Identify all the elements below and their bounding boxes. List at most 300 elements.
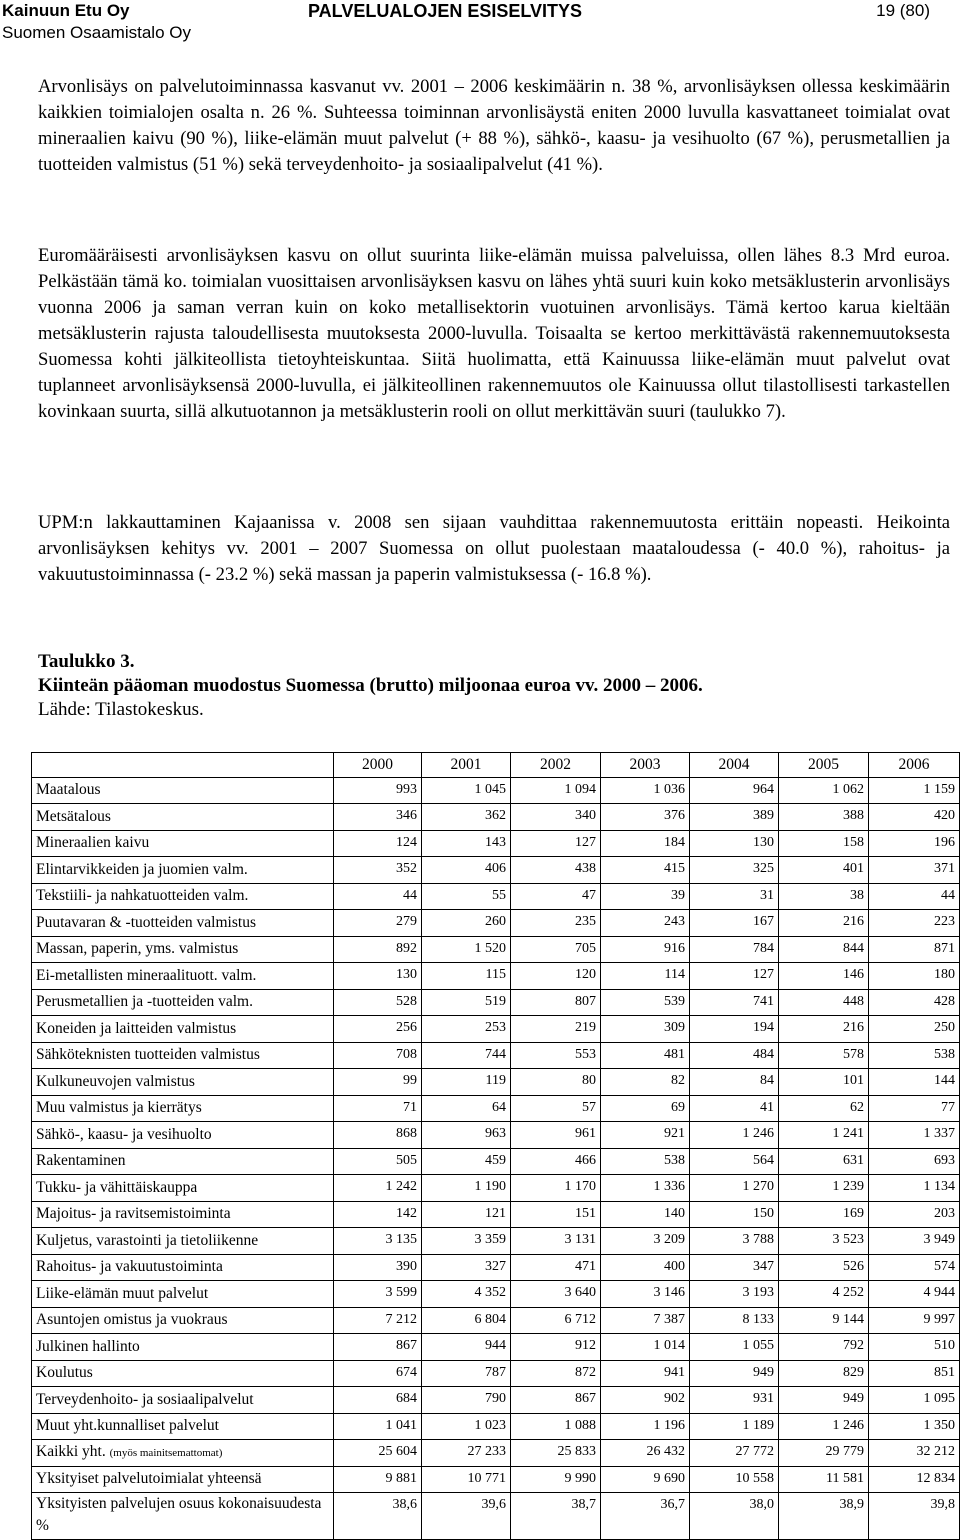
row-label: [32, 989, 334, 1016]
value-cell: 1 239: [779, 1175, 869, 1202]
row-label: [32, 1148, 334, 1175]
year-header: 2004: [690, 753, 779, 778]
value-cell: 1 095: [869, 1387, 960, 1414]
value-cell: 55: [422, 883, 511, 910]
value-cell: 340: [511, 804, 601, 831]
value-cell: 41: [690, 1095, 779, 1122]
row-label: [32, 1095, 334, 1122]
row-label: [32, 1122, 334, 1149]
value-cell: 519: [422, 989, 511, 1016]
value-cell: 564: [690, 1148, 779, 1175]
value-cell: 362: [422, 804, 511, 831]
value-cell: 631: [779, 1148, 869, 1175]
value-cell: 526: [779, 1254, 869, 1281]
value-cell: 705: [511, 936, 601, 963]
year-header: 2005: [779, 753, 869, 778]
value-cell: 279: [334, 910, 422, 937]
row-label-text: Puutavaran & -tuotteiden valmistus: [36, 913, 256, 931]
row-label: [32, 1466, 334, 1493]
table-header-row: [32, 753, 960, 778]
table-caption: [38, 650, 950, 722]
value-cell: 428: [869, 989, 960, 1016]
value-cell: 130: [690, 830, 779, 857]
value-cell: 964: [690, 777, 779, 804]
row-label-text: Liike-elämän muut palvelut: [36, 1284, 209, 1302]
value-cell: 693: [869, 1148, 960, 1175]
value-cell: 203: [869, 1201, 960, 1228]
value-cell: 1 189: [690, 1413, 779, 1440]
value-cell: 325: [690, 857, 779, 884]
row-label-text: Elintarvikkeiden ja juomien valm.: [36, 860, 248, 878]
value-cell: 127: [511, 830, 601, 857]
value-cell: 1 246: [779, 1413, 869, 1440]
value-cell: 6 804: [422, 1307, 511, 1334]
value-cell: 505: [334, 1148, 422, 1175]
row-label-text: Tekstiili- ja nahkatuotteiden valm.: [36, 887, 249, 905]
row-label-text: Kaikki yht.: [36, 1443, 106, 1461]
value-cell: 1 062: [779, 777, 869, 804]
table-row: [32, 857, 960, 884]
value-cell: 180: [869, 963, 960, 990]
value-cell: 510: [869, 1334, 960, 1361]
value-cell: 3 949: [869, 1228, 960, 1255]
value-cell: 674: [334, 1360, 422, 1387]
value-cell: 3 135: [334, 1228, 422, 1255]
value-cell: 961: [511, 1122, 601, 1149]
table-row: [32, 1281, 960, 1308]
value-cell: 82: [601, 1069, 690, 1096]
value-cell: 1 196: [601, 1413, 690, 1440]
paragraph-1: Arvonlisäys on palvelutoiminnassa kasvanut vv. 2001 – 2006 keskimäärin n. 38 %, arvonlisäyksen ollessa keskimäärin kaikkien toimialojen osalta n. 26 %. Suhteessa toiminnan arvonlisäystä eniten 2000 luvulla kasvattaneet toimialat ovat mineraalien kaivu (90 %), liike-elämän muut palvelut (+ 88 %), sähkö-, kaasu- ja vesihuolto (67 %), perusmetallien ja tuotteiden valmistus (51 %) sekä terveydenhoito- ja sosiaalipalvelut (41 %).: [38, 76, 950, 175]
value-cell: 1 246: [690, 1122, 779, 1149]
row-label-text: Muut yht.kunnalliset palvelut: [36, 1417, 219, 1435]
value-cell: 99: [334, 1069, 422, 1096]
row-label-text: Maatalous: [36, 781, 101, 799]
value-cell: 401: [779, 857, 869, 884]
value-cell: 867: [511, 1387, 601, 1414]
row-label: [32, 1307, 334, 1334]
table-row: [32, 910, 960, 937]
row-label-text: Ei-metallisten mineraalituott. valm.: [36, 966, 257, 984]
value-cell: 10 558: [690, 1466, 779, 1493]
value-cell: 36,7: [601, 1493, 690, 1540]
value-cell: 124: [334, 830, 422, 857]
value-cell: 371: [869, 857, 960, 884]
value-cell: 931: [690, 1387, 779, 1414]
value-cell: 167: [690, 910, 779, 937]
row-label-text: Koulutus: [36, 1364, 93, 1382]
value-cell: 1 242: [334, 1175, 422, 1202]
value-cell: 1 041: [334, 1413, 422, 1440]
row-label: [32, 883, 334, 910]
value-cell: 844: [779, 936, 869, 963]
table-source: Lähde: Tilastokeskus.: [38, 699, 204, 720]
table-row: [32, 1466, 960, 1493]
value-cell: 3 359: [422, 1228, 511, 1255]
value-cell: 27 772: [690, 1440, 779, 1467]
row-label-text: Kulkuneuvojen valmistus: [36, 1072, 195, 1090]
value-cell: 3 209: [601, 1228, 690, 1255]
table-row: [32, 1307, 960, 1334]
row-label: [32, 910, 334, 937]
table-row: [32, 1095, 960, 1122]
value-cell: 916: [601, 936, 690, 963]
value-cell: 744: [422, 1042, 511, 1069]
value-cell: 253: [422, 1016, 511, 1043]
value-cell: 10 771: [422, 1466, 511, 1493]
year-header: 2001: [422, 753, 511, 778]
value-cell: 1 336: [601, 1175, 690, 1202]
value-cell: 481: [601, 1042, 690, 1069]
value-cell: 790: [422, 1387, 511, 1414]
row-label: [32, 1387, 334, 1414]
table-row: [32, 1254, 960, 1281]
value-cell: 7 387: [601, 1307, 690, 1334]
value-cell: 1 094: [511, 777, 601, 804]
value-cell: 44: [334, 883, 422, 910]
value-cell: 807: [511, 989, 601, 1016]
table-row: [32, 1122, 960, 1149]
value-cell: 143: [422, 830, 511, 857]
row-label-text: Sähköteknisten tuotteiden valmistus: [36, 1046, 260, 1064]
value-cell: 47: [511, 883, 601, 910]
value-cell: 9 144: [779, 1307, 869, 1334]
value-cell: 578: [779, 1042, 869, 1069]
value-cell: 471: [511, 1254, 601, 1281]
row-label-text: Sähkö-, kaasu- ja vesihuolto: [36, 1125, 212, 1143]
value-cell: 44: [869, 883, 960, 910]
value-cell: 235: [511, 910, 601, 937]
value-cell: 121: [422, 1201, 511, 1228]
row-label: [32, 830, 334, 857]
value-cell: 39: [601, 883, 690, 910]
value-cell: 415: [601, 857, 690, 884]
value-cell: 1 350: [869, 1413, 960, 1440]
row-label: [32, 1440, 334, 1467]
value-cell: 184: [601, 830, 690, 857]
value-cell: 3 131: [511, 1228, 601, 1255]
table-row: [32, 830, 960, 857]
row-label-text: Rakentaminen: [36, 1152, 126, 1170]
value-cell: 64: [422, 1095, 511, 1122]
row-label: [32, 857, 334, 884]
row-label-note: (myös mainitsemattomat): [109, 1447, 223, 1460]
value-cell: 902: [601, 1387, 690, 1414]
value-cell: 169: [779, 1201, 869, 1228]
row-label-text: Koneiden ja laitteiden valmistus: [36, 1019, 237, 1037]
value-cell: 25 604: [334, 1440, 422, 1467]
value-cell: 39,8: [869, 1493, 960, 1540]
value-cell: 327: [422, 1254, 511, 1281]
value-cell: 216: [779, 910, 869, 937]
value-cell: 448: [779, 989, 869, 1016]
page-number: 19 (80): [876, 1, 930, 20]
row-label: [32, 936, 334, 963]
value-cell: 4 352: [422, 1281, 511, 1308]
value-cell: 11 581: [779, 1466, 869, 1493]
value-cell: 389: [690, 804, 779, 831]
value-cell: 9 690: [601, 1466, 690, 1493]
value-cell: 459: [422, 1148, 511, 1175]
value-cell: 9 881: [334, 1466, 422, 1493]
row-label-text: Asuntojen omistus ja vuokraus: [36, 1311, 228, 1329]
value-cell: 388: [779, 804, 869, 831]
table-row: [32, 1493, 960, 1540]
org-name: Suomen Osaamistalo Oy: [2, 23, 191, 42]
value-cell: 1 014: [601, 1334, 690, 1361]
value-cell: 466: [511, 1148, 601, 1175]
row-label: [32, 963, 334, 990]
row-label: [32, 1228, 334, 1255]
value-cell: 216: [779, 1016, 869, 1043]
value-cell: 31: [690, 883, 779, 910]
value-cell: 963: [422, 1122, 511, 1149]
value-cell: 741: [690, 989, 779, 1016]
year-header: 2006: [869, 753, 960, 778]
row-label: [32, 1360, 334, 1387]
value-cell: 3 193: [690, 1281, 779, 1308]
year-header: 2000: [334, 753, 422, 778]
table-row: [32, 1387, 960, 1414]
year-header: 2003: [601, 753, 690, 778]
value-cell: 3 788: [690, 1228, 779, 1255]
value-cell: 38: [779, 883, 869, 910]
value-cell: 538: [601, 1148, 690, 1175]
value-cell: 684: [334, 1387, 422, 1414]
value-cell: 9 990: [511, 1466, 601, 1493]
row-label-text: Julkinen hallinto: [36, 1337, 140, 1355]
row-label-text: Tukku- ja vähittäiskauppa: [36, 1178, 198, 1196]
value-cell: 150: [690, 1201, 779, 1228]
value-cell: 944: [422, 1334, 511, 1361]
table-row: [32, 1069, 960, 1096]
value-cell: 243: [601, 910, 690, 937]
value-cell: 4 252: [779, 1281, 869, 1308]
document-title: PALVELUALOJEN ESISELVITYS: [308, 1, 583, 21]
row-label: [32, 1016, 334, 1043]
value-cell: 829: [779, 1360, 869, 1387]
row-label-text: Yksityisten palvelujen osuus kokonaisuudesta %: [36, 1495, 322, 1534]
value-cell: 309: [601, 1016, 690, 1043]
table-row: [32, 1042, 960, 1069]
value-cell: 867: [334, 1334, 422, 1361]
value-cell: 77: [869, 1095, 960, 1122]
value-cell: 69: [601, 1095, 690, 1122]
value-cell: 144: [869, 1069, 960, 1096]
value-cell: 376: [601, 804, 690, 831]
table-row: [32, 989, 960, 1016]
value-cell: 574: [869, 1254, 960, 1281]
value-cell: 1 055: [690, 1334, 779, 1361]
row-label-text: Yksityiset palvelutoimialat yhteensä: [36, 1470, 262, 1488]
value-cell: 538: [869, 1042, 960, 1069]
row-label: [32, 1175, 334, 1202]
value-cell: 32 212: [869, 1440, 960, 1467]
value-cell: 219: [511, 1016, 601, 1043]
value-cell: 1 036: [601, 777, 690, 804]
row-label: [32, 804, 334, 831]
value-cell: 194: [690, 1016, 779, 1043]
row-label: [32, 1201, 334, 1228]
table-row: [32, 1334, 960, 1361]
value-cell: 115: [422, 963, 511, 990]
row-label-text: Massan, paperin, yms. valmistus: [36, 940, 239, 958]
value-cell: 119: [422, 1069, 511, 1096]
value-cell: 38,0: [690, 1493, 779, 1540]
value-cell: 1 241: [779, 1122, 869, 1149]
value-cell: 1 134: [869, 1175, 960, 1202]
header-left: [2, 0, 191, 44]
row-label-text: Terveydenhoito- ja sosiaalipalvelut: [36, 1390, 254, 1408]
value-cell: 949: [690, 1360, 779, 1387]
header-corner-cell: [32, 753, 334, 778]
value-cell: 784: [690, 936, 779, 963]
value-cell: 260: [422, 910, 511, 937]
value-cell: 1 045: [422, 777, 511, 804]
paragraph-3: UPM:n lakkauttaminen Kajaanissa v. 2008 sen sijaan vauhdittaa rakennemuutosta erittäin nopeasti. Heikointa arvonlisäyksen kehitys vv. 2001 – 2007 Suomessa on ollut puolestaan maataloudessa (- 40.0 %), rahoitus- ja vakuutustoiminnassa (- 23.2 %) sekä massan ja paperin valmistuksessa (- 16.8 %).: [38, 512, 950, 585]
value-cell: 223: [869, 910, 960, 937]
value-cell: 1 023: [422, 1413, 511, 1440]
value-cell: 80: [511, 1069, 601, 1096]
value-cell: 142: [334, 1201, 422, 1228]
table-row: [32, 777, 960, 804]
table-row: [32, 1360, 960, 1387]
value-cell: 1 520: [422, 936, 511, 963]
data-table: [31, 752, 960, 1540]
value-cell: 6 712: [511, 1307, 601, 1334]
value-cell: 438: [511, 857, 601, 884]
value-cell: 26 432: [601, 1440, 690, 1467]
row-label: [32, 1042, 334, 1069]
value-cell: 62: [779, 1095, 869, 1122]
value-cell: 250: [869, 1016, 960, 1043]
value-cell: 158: [779, 830, 869, 857]
row-label-text: Perusmetallien ja -tuotteiden valm.: [36, 993, 253, 1011]
value-cell: 38,6: [334, 1493, 422, 1540]
table-row: [32, 1175, 960, 1202]
row-label: [32, 1281, 334, 1308]
value-cell: 25 833: [511, 1440, 601, 1467]
value-cell: 921: [601, 1122, 690, 1149]
table-row: [32, 1228, 960, 1255]
row-label: [32, 1069, 334, 1096]
value-cell: 941: [601, 1360, 690, 1387]
value-cell: 38,7: [511, 1493, 601, 1540]
row-label: [32, 1493, 334, 1540]
value-cell: 3 523: [779, 1228, 869, 1255]
value-cell: 3 146: [601, 1281, 690, 1308]
value-cell: 528: [334, 989, 422, 1016]
value-cell: 130: [334, 963, 422, 990]
value-cell: 256: [334, 1016, 422, 1043]
row-label-text: Muu valmistus ja kierrätys: [36, 1099, 202, 1117]
row-label-text: Kuljetus, varastointi ja tietoliikenne: [36, 1231, 259, 1249]
value-cell: 101: [779, 1069, 869, 1096]
value-cell: 27 233: [422, 1440, 511, 1467]
row-label-text: Metsätalous: [36, 807, 111, 825]
row-label: [32, 777, 334, 804]
value-cell: 892: [334, 936, 422, 963]
row-label: [32, 1254, 334, 1281]
table-row: [32, 1148, 960, 1175]
value-cell: 539: [601, 989, 690, 1016]
value-cell: 787: [422, 1360, 511, 1387]
value-cell: 57: [511, 1095, 601, 1122]
value-cell: 1 337: [869, 1122, 960, 1149]
value-cell: 196: [869, 830, 960, 857]
value-cell: 484: [690, 1042, 779, 1069]
value-cell: 868: [334, 1122, 422, 1149]
value-cell: 912: [511, 1334, 601, 1361]
value-cell: 3 640: [511, 1281, 601, 1308]
value-cell: 1 159: [869, 777, 960, 804]
row-label-text: Mineraalien kaivu: [36, 834, 150, 852]
value-cell: 1 170: [511, 1175, 601, 1202]
value-cell: 352: [334, 857, 422, 884]
value-cell: 84: [690, 1069, 779, 1096]
value-cell: 38,9: [779, 1493, 869, 1540]
value-cell: 406: [422, 857, 511, 884]
value-cell: 792: [779, 1334, 869, 1361]
table-row: [32, 883, 960, 910]
row-label-text: Rahoitus- ja vakuutustoiminta: [36, 1258, 223, 1276]
value-cell: 871: [869, 936, 960, 963]
value-cell: 4 944: [869, 1281, 960, 1308]
value-cell: 872: [511, 1360, 601, 1387]
value-cell: 7 212: [334, 1307, 422, 1334]
value-cell: 71: [334, 1095, 422, 1122]
row-label-text: Majoitus- ja ravitsemistoiminta: [36, 1205, 231, 1223]
value-cell: 708: [334, 1042, 422, 1069]
value-cell: 3 599: [334, 1281, 422, 1308]
table-body: [32, 777, 960, 1540]
table-row: [32, 1440, 960, 1467]
value-cell: 127: [690, 963, 779, 990]
value-cell: 39,6: [422, 1493, 511, 1540]
value-cell: 1 088: [511, 1413, 601, 1440]
table-row: [32, 1016, 960, 1043]
value-cell: 1 190: [422, 1175, 511, 1202]
row-label: [32, 1413, 334, 1440]
value-cell: 9 997: [869, 1307, 960, 1334]
value-cell: 1 270: [690, 1175, 779, 1202]
value-cell: 347: [690, 1254, 779, 1281]
value-cell: 114: [601, 963, 690, 990]
value-cell: 12 834: [869, 1466, 960, 1493]
value-cell: 146: [779, 963, 869, 990]
table-title: Kiinteän pääoman muodostus Suomessa (brutto) miljoonaa euroa vv. 2000 – 2006.: [38, 675, 703, 696]
value-cell: 851: [869, 1360, 960, 1387]
company-name: Kainuun Etu Oy: [2, 1, 130, 20]
row-label: [32, 1334, 334, 1361]
value-cell: 949: [779, 1387, 869, 1414]
value-cell: 390: [334, 1254, 422, 1281]
value-cell: 140: [601, 1201, 690, 1228]
paragraph-2: Euromääräisesti arvonlisäyksen kasvu on ollut suurinta liike-elämän muissa palveluissa, ollen lähes 8.3 Mrd euroa. Pelkästään tämä ko. toimialan vuosittaisen arvonlisäyksen kasvu on lähes yhtä suuri kuin koko metsäklusterin arvonlisäys vuonna 2006 ja saman verran kuin on koko metallisektorin vuotuinen arvonlisäys. Tämä kertoo karua kieltään metsäklusterin rajusta taloudellisesta muutoksesta 2000-luvulla. Toisaalta se kertoo merkittävästä rakennemuutoksesta Suomessa kohti jälkiteollista tietoyhteiskuntaa. Siitä huolimatta, että Kainuussa liike-elämän muut palvelut ovat tuplanneet arvonlisäyksensä 2000-luvulla, ei jälkiteollinen rakennemuutos ole Kainuussa ollut tilastollisesti tarkastellen kovinkaan suurta, sillä alkutuotannon ja metsäklusterin rooli on ollut merkittävän suuri (taulukko 7).: [38, 245, 950, 422]
table-row: [32, 804, 960, 831]
value-cell: 553: [511, 1042, 601, 1069]
value-cell: 993: [334, 777, 422, 804]
value-cell: 8 133: [690, 1307, 779, 1334]
table-label: Taulukko 3.: [38, 651, 135, 672]
value-cell: 400: [601, 1254, 690, 1281]
value-cell: 346: [334, 804, 422, 831]
table-row: [32, 1201, 960, 1228]
table-row: [32, 963, 960, 990]
value-cell: 420: [869, 804, 960, 831]
value-cell: 120: [511, 963, 601, 990]
table-row: [32, 1413, 960, 1440]
